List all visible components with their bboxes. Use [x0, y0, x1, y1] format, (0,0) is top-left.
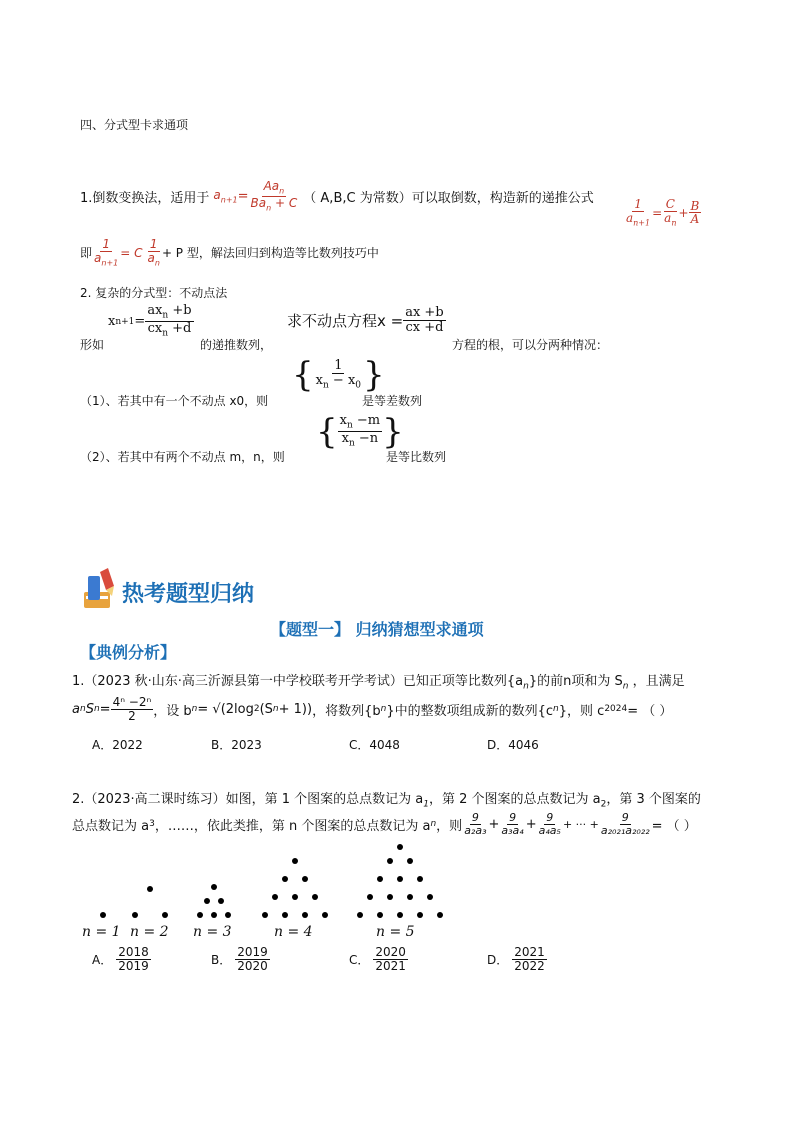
method1-recurrence: $\frac{1}{a_{n+1}}$ = $\frac{C}{a_n}$ + $\frac{B}{A}$: [626, 197, 700, 227]
q1-option-c: C．4048: [349, 738, 400, 752]
dot: [417, 876, 423, 882]
dot: [147, 886, 153, 892]
dot: [211, 912, 217, 918]
q1-option-a: A．2022: [92, 738, 143, 752]
case2-lead: （2）、若其中有两个不动点 m，n，则: [80, 450, 285, 464]
dot: [100, 912, 106, 918]
q2-option-a: A． $\frac{2018}{2019}$: [92, 945, 149, 973]
section-heading-4: 四、分式型卡求通项: [80, 118, 189, 132]
q2-line1: 2.（2023·高二课时练习）如图，第 1 个图案的总点数记为 $a_1$，第 2 个图案的总点数记为 $a_2$，第 3 个图案的: [72, 792, 701, 810]
dot: [397, 912, 403, 918]
pattern-label-4: n = 4: [274, 924, 313, 940]
dot: [132, 912, 138, 918]
dot: [397, 844, 403, 850]
case2-tail: 是等比数列: [386, 450, 447, 464]
case1-tail: 是等差数列: [362, 394, 423, 408]
method1-cond: （ A,B,C 为常数）可以取倒数，构造新的递推公式: [303, 190, 594, 206]
fixed-point-tail: 方程的根，可以分两种情况：: [452, 338, 609, 352]
method1-fraction: $\frac{Aa_n}{Ba_n + C}$: [250, 179, 298, 213]
dot: [162, 912, 168, 918]
dot: [302, 912, 308, 918]
q1-line2: a n S n = $\frac{\text{4ⁿ −2ⁿ}}{2}$ ，设 b n = √(2log 2 (S n + 1)) ，将数列{b n }中的整数项组成新的数列{c n }，则 c 2024 = （ ）: [72, 695, 673, 723]
dot: [204, 898, 210, 904]
dot: [437, 912, 443, 918]
q1-option-b: B．2023: [211, 738, 262, 752]
dot: [211, 884, 217, 890]
example-title: 【典例分析】: [80, 643, 177, 662]
dot: [292, 894, 298, 900]
method2-title: 2. 复杂的分式型：不动点法: [80, 286, 228, 300]
fixed-point-equation: 求不动点方程x = $\frac{ax +b}{cx +d}$: [287, 305, 444, 335]
dot: [427, 894, 433, 900]
section-title: 热考题型归纳: [122, 582, 255, 607]
dot: [407, 894, 413, 900]
dot: [218, 898, 224, 904]
dot: [197, 912, 203, 918]
case2-sequence: { $\frac{x_n -m}{x_n -n}$ }: [316, 411, 404, 452]
dot: [282, 876, 288, 882]
dot: [282, 912, 288, 918]
q1-option-d: D．4046: [487, 738, 539, 752]
method1-lead: 1.倒数变换法，适用于: [80, 190, 210, 206]
dot: [387, 858, 393, 864]
dot: [357, 912, 363, 918]
case1-sequence: { $\frac{1}{x_n - x_0}$ }: [292, 355, 385, 395]
dot: [377, 876, 383, 882]
dot: [387, 894, 393, 900]
pattern-label-5: n = 5: [376, 924, 415, 940]
q2-option-c: C． $\frac{2020}{2021}$: [349, 945, 406, 973]
dot: [417, 912, 423, 918]
dot: [225, 912, 231, 918]
method1-eq: =: [237, 188, 249, 204]
type-title: 【题型一】 归纳猜想型求通项: [270, 620, 484, 639]
dot: [377, 912, 383, 918]
dot: [312, 894, 318, 900]
dot: [322, 912, 328, 918]
method2-prefix: 形如: [80, 338, 105, 352]
q1-line1: 1.（2023 秋·山东·高三沂源县第一中学校联考开学考试）已知正项等比数列$\{a_n\}$的前n项和为 $S_n$ ，且满足: [72, 674, 685, 692]
dot: [272, 894, 278, 900]
dot: [292, 858, 298, 864]
method1-lhs: $a_{n+1}$: [213, 188, 238, 205]
dot: [407, 858, 413, 864]
dot: [262, 912, 268, 918]
q2-option-d: D． $\frac{2021}{2022}$: [487, 945, 545, 973]
method2-after: 的递推数列，: [200, 338, 273, 352]
q2-line2: 总点数记为 a 3 ，……，依此类推，第 n 个图案的总点数记为 a n ，则 $\frac{9}{\text{a₂a₃}}$ + $\frac{9}{\text{a₃a₄}}$ + $\frac{9}{\text{a₄a₅}}$ + ··· + $\frac{9}{\text{a₂₀₂₁a₂₀₂₂}}$ = （ ）: [72, 811, 697, 837]
pattern-label-1: n = 1: [82, 924, 121, 940]
dot: [367, 894, 373, 900]
dot: [302, 876, 308, 882]
method1-line2: 即 $\frac{1}{a_{n+1}}$ = C $\frac{1}{a_n}$ + P 型，解法回归到构造等比数列技巧中: [80, 237, 379, 267]
pattern-label-2: n = 2: [130, 924, 169, 940]
case1-lead: （1）、若其中有一个不动点 x0，则: [80, 394, 269, 408]
method2-recurrence: x n+1 = $\frac{ax_n +b}{cx_n +d}$: [108, 303, 192, 339]
pattern-label-3: n = 3: [193, 924, 232, 940]
q2-option-b: B． $\frac{2019}{2020}$: [211, 945, 268, 973]
dot: [397, 876, 403, 882]
